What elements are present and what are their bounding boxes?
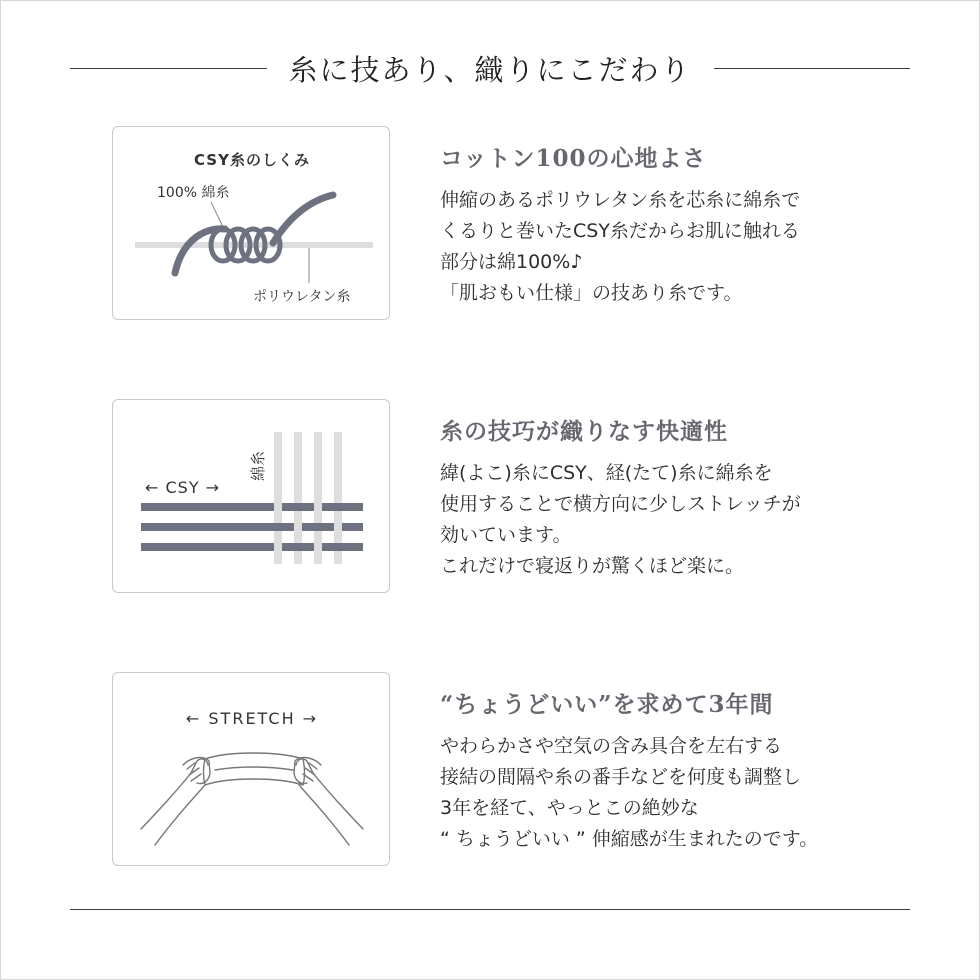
cotton-wrap-end (273, 195, 333, 243)
body-line: 「肌おもい仕様」の技あり糸です。 (440, 282, 743, 304)
weave-structure-panel (112, 399, 390, 593)
page-title: 糸に技あり、織りにこだわり (288, 52, 692, 87)
section-weave-comfort (440, 413, 900, 582)
body-line: “ ちょうどいい ” 伸縮感が生まれたのです。 (440, 828, 819, 850)
weft-yarn (141, 503, 363, 511)
body-line: 部分は綿100%♪ (440, 251, 583, 273)
body-line: やわらかさや空気の含み具合を左右する (440, 735, 783, 757)
warp-cotton-label: 綿糸 (249, 450, 267, 482)
weave-crossing (334, 523, 342, 531)
weave-crossing (274, 503, 282, 511)
section-body (440, 731, 900, 855)
weave-crossing (274, 543, 282, 551)
page-header (70, 42, 910, 94)
weft-yarn (141, 523, 363, 531)
body-line: 3年を経て、やっとこの絶妙な (440, 797, 699, 819)
stretch-illustration (113, 673, 391, 867)
stretch-label: ← STRETCH → (185, 709, 319, 728)
weft-yarn (141, 543, 363, 551)
body-line: 使用することで横方向に少しストレッチが (440, 493, 801, 515)
body-line: 伸縮のあるポリウレタン糸を芯糸に綿糸で (440, 189, 801, 211)
csy-yarn-diagram (113, 127, 391, 321)
cotton-leader-line (211, 202, 223, 227)
section-heading: コットン100の心地よさ (440, 145, 707, 172)
body-line: 緯(よこ)糸にCSY、経(たて)糸に綿糸を (440, 462, 773, 484)
body-line: これだけで寝返りが驚くほど楽に。 (440, 555, 745, 577)
hands-stretching-fabric (141, 753, 363, 845)
header-rule-right (714, 68, 911, 69)
footer-rule (70, 909, 910, 910)
cotton-wrap-start (175, 229, 225, 273)
weave-diagram (113, 400, 391, 594)
section-cotton-comfort (440, 140, 900, 309)
csy-structure-panel (112, 126, 390, 320)
stretch-panel (112, 672, 390, 866)
header-rule-left (70, 68, 267, 69)
body-line: 接結の間隔や糸の番手などを何度も調整し (440, 766, 802, 788)
body-line: くるりと巻いたCSY糸だからお肌に触れる (440, 220, 800, 242)
cotton-yarn-label: 100% 綿糸 (157, 185, 230, 201)
section-heading: “ちょうどいい”を求めて3年間 (440, 691, 774, 718)
weave-crossing (294, 523, 302, 531)
section-body (440, 185, 900, 309)
weave-crossing (314, 543, 322, 551)
csy-panel-title: CSY糸のしくみ (194, 151, 310, 169)
body-line: 効いています。 (440, 524, 572, 546)
section-body (440, 458, 900, 582)
polyurethane-yarn-label: ポリウレタン糸 (253, 289, 351, 305)
weave-crossing (314, 503, 322, 511)
section-three-years (440, 686, 900, 855)
weft-csy-label: ← CSY → (145, 478, 221, 497)
section-heading: 糸の技巧が織りなす快適性 (440, 418, 728, 445)
